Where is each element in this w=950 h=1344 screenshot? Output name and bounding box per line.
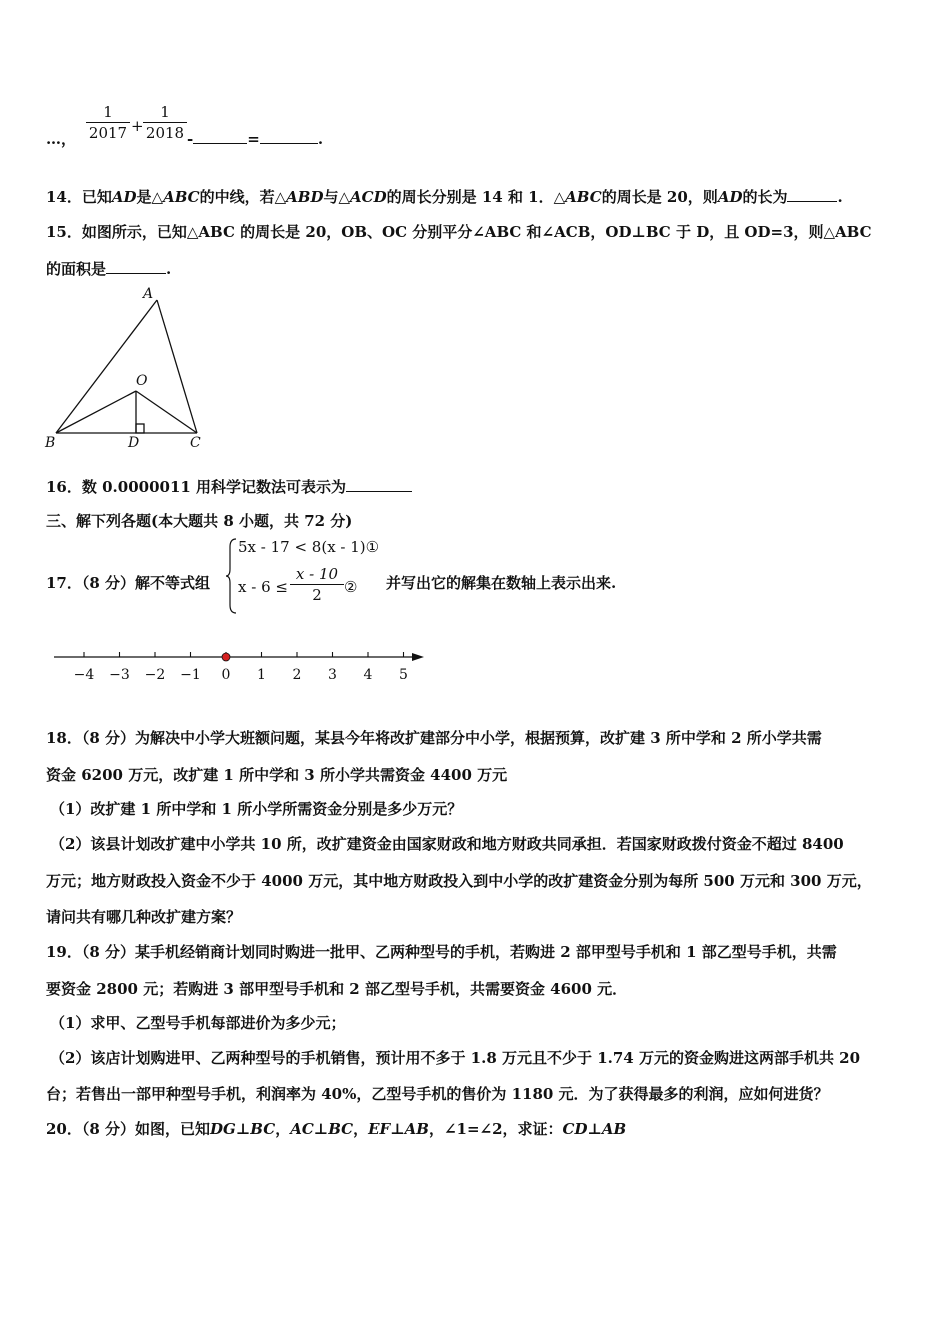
q14-text bbox=[46, 187, 843, 207]
q16-line bbox=[46, 477, 412, 497]
q20-var: AB bbox=[404, 1120, 429, 1138]
q20-part: ，∠1=∠2，求证： bbox=[428, 1120, 563, 1138]
right-angle-mark bbox=[136, 424, 144, 433]
q13-fraction-1 bbox=[86, 103, 130, 142]
edge-ab bbox=[56, 300, 157, 433]
q14-part: 的中线，若△ bbox=[199, 188, 287, 206]
q14-var: ABD bbox=[286, 188, 324, 206]
label-c: C bbox=[190, 435, 201, 451]
q20-var: AB bbox=[601, 1120, 627, 1138]
q13-plus: + bbox=[131, 117, 144, 135]
label-b: B bbox=[45, 435, 56, 451]
q20-part: ， bbox=[353, 1120, 369, 1138]
q15-line-2 bbox=[46, 259, 171, 279]
q13-tail: - = . bbox=[187, 130, 324, 148]
q14-var: AD bbox=[111, 188, 137, 206]
q16-blank[interactable] bbox=[346, 477, 412, 492]
number-line-arrow bbox=[412, 653, 424, 661]
tick-label: 3 bbox=[328, 667, 337, 683]
q15-period: . bbox=[166, 260, 172, 278]
q20-part: ， bbox=[275, 1120, 291, 1138]
q15-text: 的面积是 bbox=[46, 260, 107, 278]
q20-var: DG bbox=[210, 1120, 236, 1138]
tick-label: −3 bbox=[109, 667, 130, 683]
q14-part: 与△ bbox=[323, 188, 351, 206]
q14-var: ACD bbox=[350, 188, 387, 206]
q18-line-2: 资金 6200 万元，改扩建 1 所中学和 3 所小学共需资金 4400 万元 bbox=[46, 766, 508, 784]
tick-label: 1 bbox=[257, 667, 266, 683]
tick-label: 0 bbox=[221, 667, 231, 683]
q20-part: 20．（8 分）如图，已知 bbox=[46, 1120, 211, 1138]
q18-line-1: 18．（8 分）为解决中小学大班额问题，某县今年将改扩建部分中小学，根据预算，改扩建 3 所中学和 2 所小学共需 bbox=[46, 729, 822, 747]
q13-frac2-denominator: 2018 bbox=[145, 124, 185, 142]
number-line bbox=[50, 645, 440, 690]
tick-label: −2 bbox=[144, 667, 166, 683]
q13-prefix: …， bbox=[46, 130, 77, 148]
section-3-title: 三、解下列各题(本大题共 8 小题，共 72 分) bbox=[46, 512, 353, 530]
solution-dot bbox=[222, 653, 230, 661]
q13-frac1-denominator: 2017 bbox=[88, 124, 128, 142]
edge-ob bbox=[56, 391, 136, 433]
label-o: O bbox=[136, 373, 148, 389]
q20-var: CD bbox=[562, 1120, 588, 1138]
q18-line-6: 请问共有哪几种改扩建方案？ bbox=[46, 908, 242, 926]
tick-label: 2 bbox=[292, 667, 302, 683]
q19-line-2: 要资金 2800 元；若购进 3 部甲型号手机和 2 部乙型号手机，共需要资金 4600 元． bbox=[46, 980, 628, 998]
tick-label: 4 bbox=[363, 667, 373, 683]
q20-var: BC bbox=[328, 1120, 354, 1138]
q19-line-1: 19．（8 分）某手机经销商计划同时购进一批甲、乙两种型号的手机，若购进 2 部甲型号手机和 1 部乙型号手机，共需 bbox=[46, 943, 837, 961]
q13-frac2-numerator: 1 bbox=[160, 103, 170, 121]
q13-frac1-numerator: 1 bbox=[103, 103, 113, 121]
q16-text: 16．数 0.0000011 用科学记数法可表示为 bbox=[46, 478, 347, 496]
q20-var: EF bbox=[368, 1120, 391, 1138]
q14-part: 的长为 bbox=[742, 188, 788, 206]
q14-var: ABC bbox=[565, 188, 602, 206]
q20-part: ⊥ bbox=[313, 1120, 329, 1138]
q17-suffix: 并写出它的解集在数轴上表示出来. bbox=[386, 574, 617, 592]
q17-fraction bbox=[290, 565, 344, 604]
q14-var: AD bbox=[717, 188, 743, 206]
q17-inequality-2-left: x - 6 ≤ bbox=[238, 578, 288, 596]
q13-equals: = bbox=[247, 130, 260, 148]
q20-part: ⊥ bbox=[390, 1120, 405, 1138]
label-a: A bbox=[143, 286, 154, 302]
tick-label: −1 bbox=[180, 667, 201, 683]
edge-oc bbox=[136, 391, 197, 433]
q14-period: . bbox=[837, 188, 843, 206]
label-d: D bbox=[128, 435, 140, 451]
q19-line-3: （1）求甲、乙型号手机每部进价为多少元； bbox=[50, 1014, 346, 1032]
q13-frac2-bar bbox=[143, 122, 187, 123]
q20-var: AC bbox=[290, 1120, 314, 1138]
triangle-figure bbox=[40, 283, 220, 453]
q17-frac-bar bbox=[290, 584, 344, 585]
q17-frac-numerator: x - 10 bbox=[295, 565, 339, 583]
q20-part: ⊥ bbox=[235, 1120, 251, 1138]
q17-inequality-1: 5x - 17 < 8(x - 1)① bbox=[238, 538, 380, 556]
tick-label: 5 bbox=[399, 667, 408, 683]
q18-line-3: （1）改扩建 1 所中学和 1 所小学所需资金分别是多少万元？ bbox=[50, 800, 463, 818]
q20-var: BC bbox=[250, 1120, 276, 1138]
q14-part: 14．已知 bbox=[46, 188, 112, 206]
q20-part: ⊥ bbox=[587, 1120, 602, 1138]
q14-part: 是△ bbox=[136, 188, 164, 206]
q14-blank[interactable] bbox=[787, 187, 837, 202]
tick-label: −4 bbox=[73, 667, 95, 683]
q13-blank-1[interactable] bbox=[193, 129, 247, 144]
q15-blank[interactable] bbox=[106, 259, 166, 274]
q18-line-5: 万元；地方财政投入资金不少于 4000 万元，其中地方财政投入到中小学的改扩建资金分别为每所 500 万元和 300 万元， bbox=[46, 872, 872, 890]
system-brace bbox=[226, 537, 238, 615]
q17-mark-2: ② bbox=[344, 578, 358, 596]
q13-frac1-bar bbox=[86, 122, 130, 123]
q17-frac-denominator: 2 bbox=[312, 586, 322, 604]
q13-blank-2[interactable] bbox=[260, 129, 318, 144]
q14-var: ABC bbox=[163, 188, 200, 206]
q13-fraction-2 bbox=[143, 103, 187, 142]
q13-minus: - bbox=[187, 130, 194, 148]
q19-line-5: 台；若售出一部甲种型号手机，利润率为 40%，乙型号手机的售价为 1180 元．为了获得最多的利润，应如何进货？ bbox=[46, 1085, 829, 1103]
q14-part: 的周长是 20，则 bbox=[601, 188, 718, 206]
q15-line-1: 15．如图所示，已知△ABC 的周长是 20，OB、OC 分别平分∠ABC 和∠ACB，OD⊥BC 于 D，且 OD=3，则△ABC bbox=[46, 223, 872, 241]
edge-ac bbox=[157, 300, 197, 433]
q20-line bbox=[46, 1119, 626, 1139]
q17-prefix: 17．（8 分）解不等式组 bbox=[46, 574, 211, 592]
q19-line-4: （2）该店计划购进甲、乙两种型号的手机销售，预计用不多于 1.8 万元且不少于 1.74 万元的资金购进这两部手机共 20 bbox=[50, 1049, 861, 1067]
q18-line-4: （2）该县计划改扩建中小学共 10 所，改扩建资金由国家财政和地方财政共同承担．若国家财政拨付资金不超过 8400 bbox=[50, 835, 844, 853]
q14-part: 的周长分别是 14 和 1．△ bbox=[386, 188, 566, 206]
